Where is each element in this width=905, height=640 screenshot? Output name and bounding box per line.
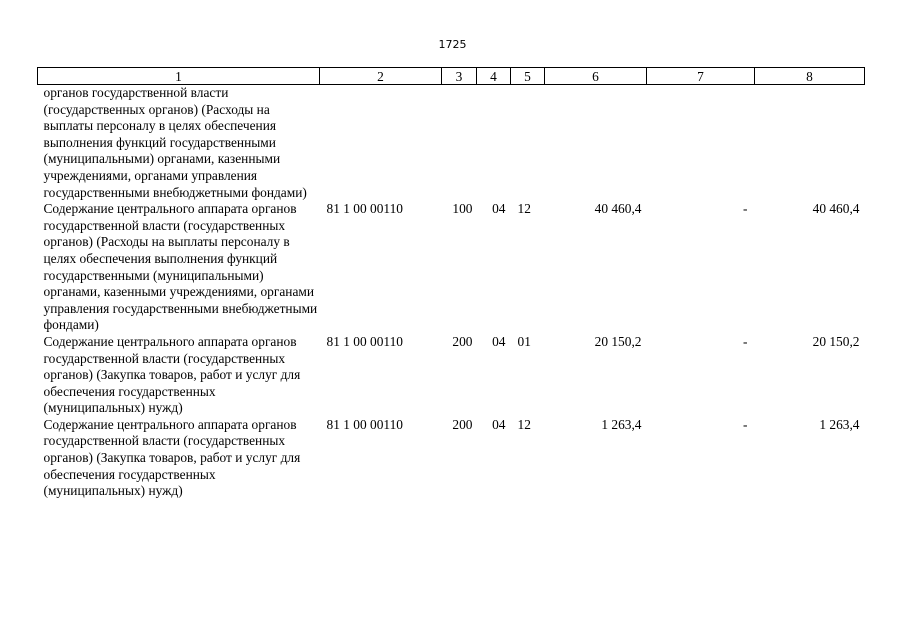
row-expense-type: 200 [452, 333, 473, 349]
table-body [38, 85, 865, 500]
row-section: 04 [492, 201, 506, 217]
row-amount-col6 [545, 85, 647, 202]
row-subsection: 12 [517, 416, 531, 432]
row-section: 04 [492, 333, 506, 349]
row-amount-col7 [647, 85, 755, 202]
column-header-2: 2 [320, 68, 442, 85]
row-target-code: 81 1 00 00110 [326, 201, 403, 217]
column-header-7: 7 [647, 68, 755, 85]
row-target-code: 81 1 00 00110 [326, 333, 403, 349]
table-row [38, 201, 865, 334]
column-header-6: 6 [545, 68, 647, 85]
row-amount-col8: 40 460,4 [812, 201, 860, 217]
header-row [38, 68, 865, 85]
row-expense-type [442, 85, 477, 202]
row-subsection [511, 85, 545, 202]
table-row [38, 417, 865, 500]
column-header-5: 5 [511, 68, 545, 85]
row-target-code [320, 85, 442, 202]
row-description: органов государственной власти (государственных органов) (Расходы на выплаты персоналу в целях обеспечения выполнения функций государственными (муниципальными) органами, казенными учреждениями, органами управления государственными внебюджетными фондами) [43, 85, 307, 200]
column-header-1: 1 [38, 68, 320, 85]
row-amount-col6: 40 460,4 [594, 201, 642, 217]
row-amount-col7: - [743, 333, 748, 349]
row-amount-col8 [755, 85, 865, 202]
row-amount-col8: 1 263,4 [819, 416, 860, 432]
table-row [38, 85, 865, 202]
row-description: Содержание центрального аппарата органов государственной власти (государственных органов) (Расходы на выплаты персоналу в целях обеспечения выполнения функций государственными (муниципальными) органами, казенными учреждениями, органами управления государственными внебюджетными фондами) [43, 201, 318, 333]
row-subsection: 01 [517, 333, 531, 349]
budget-table [37, 67, 865, 500]
row-target-code: 81 1 00 00110 [326, 416, 403, 432]
table-row [38, 334, 865, 417]
row-amount-col6: 20 150,2 [594, 333, 642, 349]
column-header-4: 4 [477, 68, 511, 85]
column-header-8: 8 [755, 68, 865, 85]
row-section: 04 [492, 416, 506, 432]
row-expense-type: 200 [452, 416, 473, 432]
row-expense-type: 100 [452, 201, 473, 217]
row-section [477, 85, 511, 202]
row-subsection: 12 [517, 201, 531, 217]
row-amount-col7: - [743, 416, 748, 432]
row-description: Содержание центрального аппарата органов государственной власти (государственных органов) (Закупка товаров, работ и услуг для обеспечения государственных (муниципальных) нужд) [43, 416, 301, 499]
table-header [38, 68, 865, 85]
row-amount-col8: 20 150,2 [812, 333, 860, 349]
row-description: Содержание центрального аппарата органов государственной власти (государственных органов) (Закупка товаров, работ и услуг для обеспечения государственных (муниципальных) нужд) [43, 333, 301, 416]
row-amount-col6: 1 263,4 [601, 416, 642, 432]
column-header-3: 3 [442, 68, 477, 85]
page-number: 1725 [438, 38, 467, 51]
row-amount-col7: - [743, 201, 748, 217]
